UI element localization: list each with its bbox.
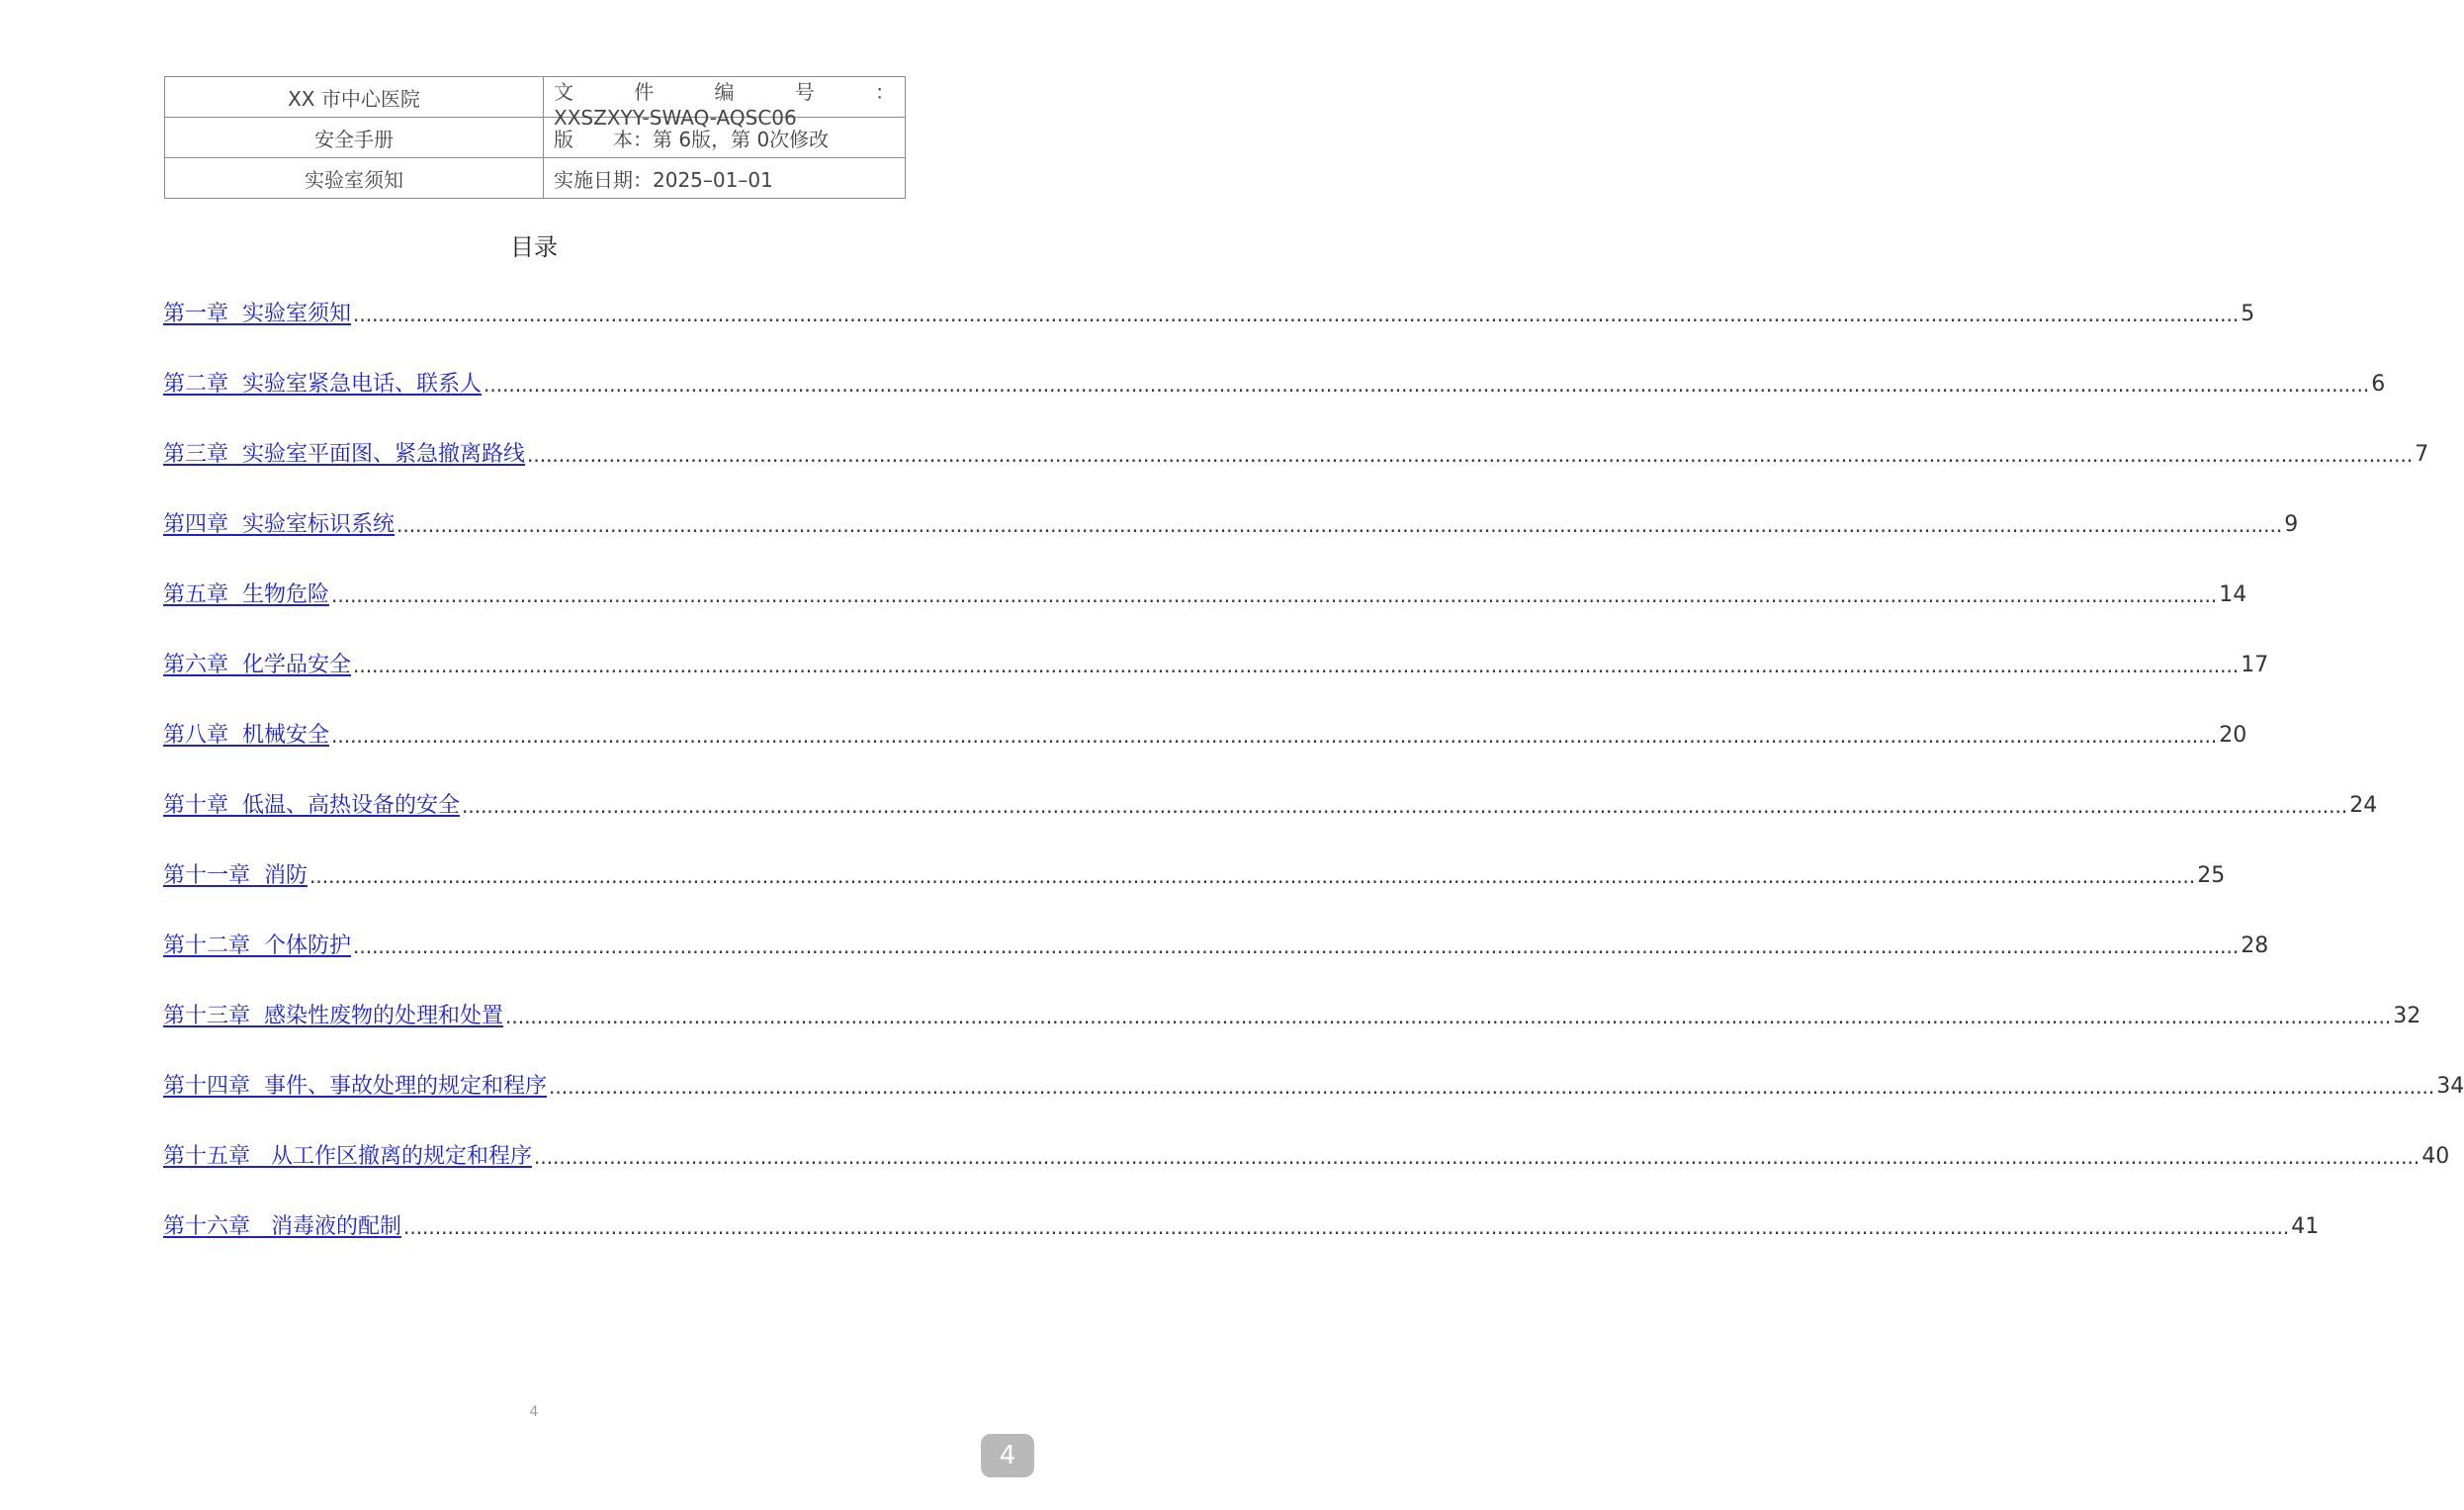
toc-entry-link[interactable]: 第十二章 个体防护 — [163, 933, 351, 958]
toc-entry-link[interactable]: 第二章 实验室紧急电话、联系人 — [163, 372, 482, 397]
toc-leader-dots: ............................................................................................................................................................................................................................................................................................................ — [396, 513, 2283, 537]
toc-title: 目录 — [510, 233, 558, 261]
toc-entry[interactable] — [163, 1071, 2464, 1141]
toc-entry-link[interactable]: 第三章 实验室平面图、紧急撤离路线 — [163, 442, 525, 467]
toc-entry-link[interactable]: 第四章 实验室标识系统 — [163, 512, 395, 537]
toc-leader-dots: ............................................................................................................................................................................................................................................................................................................ — [353, 303, 2240, 326]
toc-leader-dots: ............................................................................................................................................................................................................................................................................................................ — [331, 724, 2218, 748]
toc-entry-page: 25 — [2197, 863, 2226, 888]
doc-number-value: XXSZXYY-SWAQ-AQSC06 — [554, 106, 797, 130]
toc-entry[interactable] — [163, 439, 2429, 509]
effective-date: 实施日期：2025–01–01 — [544, 158, 906, 199]
doc-number-label: 文 件 编 号 ： — [554, 80, 895, 104]
toc-entry-link[interactable]: 第一章 实验室须知 — [163, 302, 351, 326]
toc-entry[interactable] — [163, 1001, 2421, 1071]
toc-leader-dots: ............................................................................................................................................................................................................................................................................................................ — [505, 1005, 2392, 1028]
toc-entry-link[interactable]: 第十一章 消防 — [163, 863, 308, 888]
toc-leader-dots: ............................................................................................................................................................................................................................................................................................................ — [549, 1075, 2435, 1099]
toc-entry[interactable] — [163, 299, 2255, 369]
toc-entry[interactable] — [163, 1141, 2450, 1211]
toc-entry[interactable] — [163, 790, 2378, 860]
hospital-name: XX 市中心医院 — [165, 77, 544, 118]
manual-title: 安全手册 — [165, 118, 544, 158]
toc-leader-dots: ............................................................................................................................................................................................................................................................................................................ — [353, 654, 2240, 677]
toc-entry-page: 34 — [2436, 1074, 2464, 1099]
page-indicator-badge[interactable]: 4 — [981, 1434, 1034, 1477]
toc-entry-link[interactable]: 第十六章 消毒液的配制 — [163, 1214, 401, 1239]
toc-entry-page: 41 — [2291, 1214, 2320, 1239]
toc-entry-page: 40 — [2421, 1144, 2450, 1169]
toc-leader-dots: ............................................................................................................................................................................................................................................................................................................ — [462, 794, 2348, 818]
toc-entry-page: 7 — [2415, 442, 2429, 467]
toc-entry-link[interactable]: 第十四章 事件、事故处理的规定和程序 — [163, 1074, 547, 1099]
version-info: 版 本：第 6版，第 0次修改 — [544, 118, 906, 158]
toc-entry[interactable] — [163, 860, 2226, 931]
doc-number-cell — [544, 77, 906, 130]
toc-entry-link[interactable]: 第八章 机械安全 — [163, 723, 329, 748]
toc-entry[interactable] — [163, 579, 2247, 650]
document-header-table — [164, 76, 906, 199]
toc-entry-page: 32 — [2393, 1004, 2421, 1028]
toc-entry[interactable] — [163, 369, 2386, 439]
toc-entry-link[interactable]: 第十五章 从工作区撤离的规定和程序 — [163, 1144, 532, 1169]
toc-leader-dots: ............................................................................................................................................................................................................................................................................................................ — [484, 373, 2370, 397]
toc-entry-link[interactable]: 第十章 低温、高热设备的安全 — [163, 793, 460, 818]
toc-entry-page: 28 — [2241, 933, 2269, 958]
section-title: 实验室须知 — [165, 158, 544, 199]
toc-leader-dots: ............................................................................................................................................................................................................................................................................................................ — [402, 1215, 2290, 1239]
toc-leader-dots: ............................................................................................................................................................................................................................................................................................................ — [533, 1145, 2420, 1169]
toc-leader-dots: ............................................................................................................................................................................................................................................................................................................ — [309, 864, 2196, 888]
toc-entry[interactable] — [163, 650, 2269, 720]
header-row-3 — [165, 158, 906, 199]
page-number: 4 — [529, 1404, 539, 1420]
toc-entry-page: 17 — [2241, 653, 2269, 677]
toc-entry-page: 9 — [2284, 512, 2299, 537]
toc-entry-page: 5 — [2241, 302, 2255, 326]
toc-entry-page: 24 — [2349, 793, 2378, 818]
toc-entry-page: 14 — [2219, 582, 2247, 607]
toc-entry-link[interactable]: 第十三章 感染性废物的处理和处置 — [163, 1004, 503, 1028]
toc-entry-link[interactable]: 第五章 生物危险 — [163, 582, 329, 607]
toc-entry-page: 20 — [2219, 723, 2247, 748]
toc-leader-dots: ............................................................................................................................................................................................................................................................................................................ — [527, 443, 2414, 467]
toc-entry[interactable] — [163, 931, 2269, 1001]
header-row-1 — [165, 77, 906, 118]
toc-entry-link[interactable]: 第六章 化学品安全 — [163, 653, 351, 677]
toc-entry[interactable] — [163, 720, 2247, 790]
table-of-contents — [163, 299, 2464, 1282]
toc-entry-page: 6 — [2371, 372, 2386, 397]
toc-entry[interactable] — [163, 509, 2299, 579]
toc-leader-dots: ............................................................................................................................................................................................................................................................................................................ — [353, 934, 2240, 958]
toc-leader-dots: ............................................................................................................................................................................................................................................................................................................ — [331, 583, 2218, 607]
toc-entry[interactable] — [163, 1211, 2320, 1282]
